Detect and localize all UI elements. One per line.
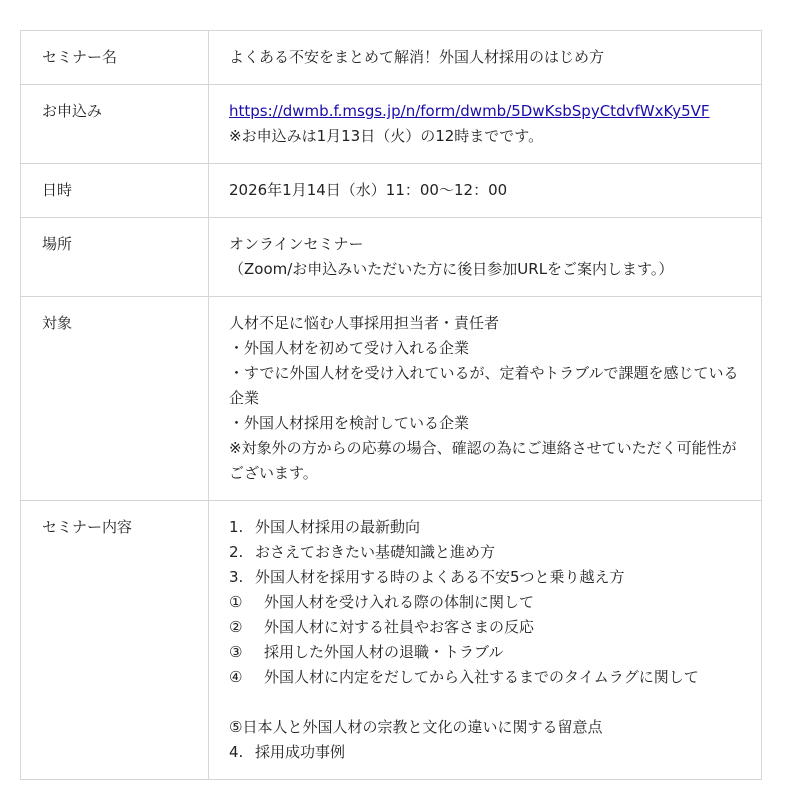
content-subitem-number: ③ [229, 643, 243, 661]
target-line-5: ※対象外の方からの応募の場合、確認の為にご連絡させていただく可能性がございます。 [229, 439, 737, 482]
table-row-target [21, 297, 762, 501]
content-subitem-2 [229, 615, 751, 640]
table-row-content [21, 501, 762, 780]
content-subitem-text: 外国人材を受け入れる際の体制に関して [264, 593, 535, 611]
place-line-2: （Zoom/お申込みいただいた方に後日参加URLをご案内します。） [229, 260, 674, 278]
apply-deadline-note: ※お申込みは1月13日（火）の12時までです。 [229, 127, 544, 145]
content-cell [209, 501, 762, 780]
content-item-number: 4. [229, 743, 244, 761]
apply-form-link[interactable]: https://dwmb.f.msgs.jp/n/form/dwmb/5DwKsbSpyCtdvfWxKy5VF [229, 102, 710, 120]
content-subitem-text: 採用した外国人材の退職・トラブル [264, 643, 504, 661]
seminar-info-table [20, 30, 762, 780]
table-row-datetime [21, 164, 762, 218]
table-row-apply [21, 85, 762, 164]
content-item-1 [229, 515, 751, 540]
content-subitem-text: 外国人材に内定をだしてから入社するまでのタイムラグに関して [264, 668, 699, 686]
content-item-text: 外国人材を採用する時のよくある不安5つと乗り越え方 [255, 568, 625, 586]
content-subitem-text: 外国人材に対する社員やお客さまの反応 [264, 618, 535, 636]
seminar-title [209, 31, 762, 85]
content-subitem-4 [229, 665, 751, 690]
content-item-number: 2. [229, 543, 244, 561]
content-subitem-number: ② [229, 618, 243, 636]
seminar-title-text: よくある不安をまとめて解消！外国人材採用のはじめ方 [229, 48, 605, 66]
place-line-1: オンラインセミナー [229, 235, 364, 253]
target-line-2: ・外国人材を初めて受け入れる企業 [229, 339, 470, 357]
content-subitem-number: ④ [229, 668, 243, 686]
row-label-datetime: 日時 [21, 164, 209, 218]
row-label-content: セミナー内容 [21, 501, 209, 780]
row-label-target: 対象 [21, 297, 209, 501]
row-label-seminar-name: セミナー名 [21, 31, 209, 85]
content-subitem-1 [229, 590, 751, 615]
content-item-text: おさえておきたい基礎知識と進め方 [255, 543, 496, 561]
content-item-3 [229, 565, 751, 590]
content-item-4 [229, 740, 751, 765]
datetime-cell [209, 164, 762, 218]
place-cell [209, 218, 762, 297]
target-cell [209, 297, 762, 501]
content-subitem-5: ⑤日本人と外国人材の宗教と文化の違いに関する留意点 [229, 718, 603, 736]
datetime-text: 2026年1月14日（水）11：00〜12：00 [229, 181, 508, 199]
apply-link-line [229, 99, 751, 124]
content-item-text: 外国人材採用の最新動向 [255, 518, 421, 536]
table-row-place [21, 218, 762, 297]
row-label-apply: お申込み [21, 85, 209, 164]
content-item-2 [229, 540, 751, 565]
target-line-3: ・すでに外国人材を受け入れているが、定着やトラブルで課題を感じている企業 [229, 364, 739, 407]
table-row-seminar-name [21, 31, 762, 85]
content-subitem-3 [229, 640, 751, 665]
content-item-number: 1. [229, 518, 244, 536]
target-line-1: 人材不足に悩む人事採用担当者・責任者 [229, 314, 500, 332]
content-subitem-number: ① [229, 593, 243, 611]
target-line-4: ・外国人材採用を検討している企業 [229, 414, 470, 432]
content-item-text: 採用成功事例 [255, 743, 346, 761]
row-label-place: 場所 [21, 218, 209, 297]
apply-cell [209, 85, 762, 164]
content-spacer [229, 690, 751, 715]
content-item-number: 3. [229, 568, 244, 586]
